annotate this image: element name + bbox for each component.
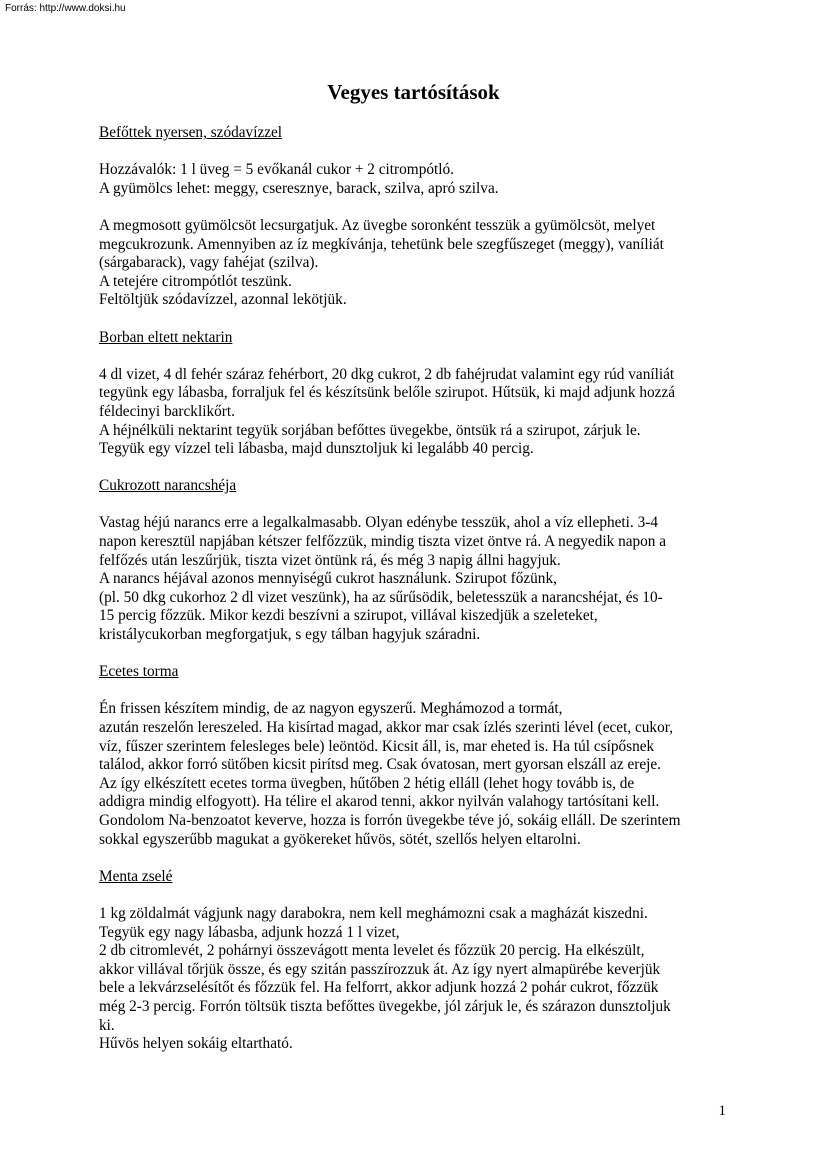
text-line: akkor villával tőrjük össze, és egy szitán passzírozzuk át. Az így nyert almapürébe keverjük: [99, 960, 661, 978]
text-line: tegyünk egy lábasba, forraljuk fel és készítsünk belőle szirupot. Hűtsük, ki majd adjunk hozzá: [99, 384, 676, 402]
paragraph: [99, 217, 739, 310]
text-line: (sárgabarack), vagy fahéjat (szilva).: [99, 254, 319, 272]
section-heading: Menta zselé: [99, 867, 173, 885]
document-title: Vegyes tartósítások: [327, 80, 500, 104]
text-line: A narancs héjával azonos mennyiségű cukrot használunk. Szirupot főzünk,: [99, 570, 557, 588]
text-line: Hozzávalók: 1 l üveg = 5 evőkanál cukor + 2 citrompótló.: [99, 161, 454, 179]
paragraph-spacer: [99, 496, 739, 515]
text-line: addigra mindig elfogyott). Ha télire el akarod tenni, akkor nyilván valahogy tartósítani kell.: [99, 793, 660, 811]
text-line: Vastag héjú narancs erre a legalkalmasabb. Olyan edénybe tesszük, ahol a víz ellepheti. 3-4: [99, 514, 658, 532]
section-heading: Befőttek nyersen, szódavízzel: [99, 124, 283, 141]
text-line: megcukrozunk. Amennyiben az íz megkívánja, tehetünk bele szegfűszeget (meggy), vaníliát: [99, 235, 664, 253]
text-line: A héjnélküli nektarint tegyük sorjában befőttes üvegekbe, öntsük rá a szirupot, zárjuk le.: [99, 421, 641, 439]
paragraph-spacer: [99, 886, 739, 905]
text-line: Én frissen készítem mindig, de az nagyon egyszerű. Meghámozod a tormát,: [99, 700, 563, 718]
text-line: 2 db citromlevét, 2 pohárnyi összevágott menta levelet és főzzük 20 percig. Ha elkészült,: [99, 942, 645, 960]
text-line: A gyümölcs lehet: meggy, cseresznye, barack, szilva, apró szilva.: [99, 179, 499, 197]
text-line: még 2-3 percig. Forrón töltsük tiszta befőttes üvegekbe, jól zárjuk le, és szárazon dunsztoljuk: [99, 997, 671, 1015]
page-number: 1: [718, 1103, 726, 1119]
section-spacer: [99, 310, 739, 329]
section-spacer: [99, 459, 739, 478]
text-line: 15 percig főzzük. Mikor kezdi beszívni a szirupot, villával kiszedjük a szeleteket,: [99, 607, 598, 625]
text-line: 4 dl vizet, 4 dl fehér száraz fehérbort, 20 dkg cukrot, 2 db fahéjrudat valamint egy rúd vaníliát: [99, 365, 675, 383]
text-line: találod, akkor forró sütőben kicsit pirítsd meg. Csak óvatosan, mert gyorsan elszáll az ereje.: [99, 756, 661, 774]
text-line: sokkal egyszerűbb magukat a gyökereket hűvös, sötét, szellős helyen eltarolni.: [99, 830, 581, 848]
text-line: víz, fűszer szerintem felesleges bele) leöntöd. Kicsit áll, is, mar eheted is. Ha túl csípősnek: [99, 737, 655, 755]
text-line: Az így elkészített ecetes torma üvegben, hűtőben 2 hétig elláll (lehet hogy tovább is, de: [99, 774, 635, 792]
text-line: A tetejére citrompótlót teszünk.: [99, 272, 292, 290]
paragraph: [99, 366, 739, 459]
text-line: Feltöltjük szódavízzel, azonnal lekötjük.: [99, 291, 347, 309]
text-line: napon keresztül napjában kétszer felfőzzük, mindig tiszta vizet öntve rá. A negyedik napon a: [99, 533, 667, 551]
section-spacer: [99, 849, 739, 868]
text-line: 1 kg zöldalmát vágjunk nagy darabokra, nem kell meghámozni csak a magházát kiszedni.: [99, 904, 648, 922]
source-header: Forrás: http://www.doksi.hu: [5, 3, 126, 14]
section-heading: Ecetes torma: [99, 663, 179, 681]
paragraph: [99, 700, 739, 849]
paragraph: [99, 161, 739, 198]
text-line: A megmosott gyümölcsöt lecsurgatjuk. Az üvegbe soronként tesszük a gyümölcsöt, melyet: [99, 216, 656, 234]
paragraph-spacer: [99, 682, 739, 701]
section-heading: Cukrozott narancshéja: [99, 477, 237, 495]
section-heading: Borban eltett nektarin: [99, 328, 233, 346]
paragraph-spacer: [99, 347, 739, 366]
text-line: (pl. 50 dkg cukorhoz 2 dl vizet veszünk), ha az sűrűsödik, beletesszük a narancshéjat, és 10-: [99, 588, 663, 606]
text-line: Tegyük egy vízzel teli lábasba, majd dunsztoljuk ki legalább 40 percig.: [99, 440, 534, 458]
text-line: ki.: [99, 1016, 115, 1034]
text-line: bele a lekvárzselésítőt és főzzük fel. Ha felforrt, akkor adjunk hozzá 2 pohár cukrot, főzzük: [99, 979, 659, 997]
section-spacer: [99, 645, 739, 664]
paragraph-spacer: [99, 143, 739, 162]
text-line: féldecinyi barcklikőrt.: [99, 402, 235, 420]
text-line: Gondolom Na-benzoatot keverve, hozza is forrón üvegekbe téve jó, sokáig elláll. De szerintem: [99, 811, 681, 829]
text-line: Tegyük egy nagy lábasba, adjunk hozzá 1 l vizet,: [99, 923, 400, 941]
text-line: felfőzés után leszűrjük, tiszta vizet öntünk rá, és még 3 napig állni hagyjuk.: [99, 551, 561, 569]
text-line: Hűvös helyen sokáig eltartható.: [99, 1035, 293, 1053]
paragraph: [99, 514, 739, 644]
document-body: [99, 124, 739, 1054]
text-line: kristálycukorban megforgatjuk, s egy tálban hagyjuk száradni.: [99, 626, 481, 644]
paragraph-spacer: [99, 198, 739, 217]
text-line: azután reszelőn lereszeled. Ha kisírtad magad, akkor mar csak ízlés szerinti lével (ecet, cukor,: [99, 719, 674, 736]
paragraph: [99, 905, 739, 1054]
